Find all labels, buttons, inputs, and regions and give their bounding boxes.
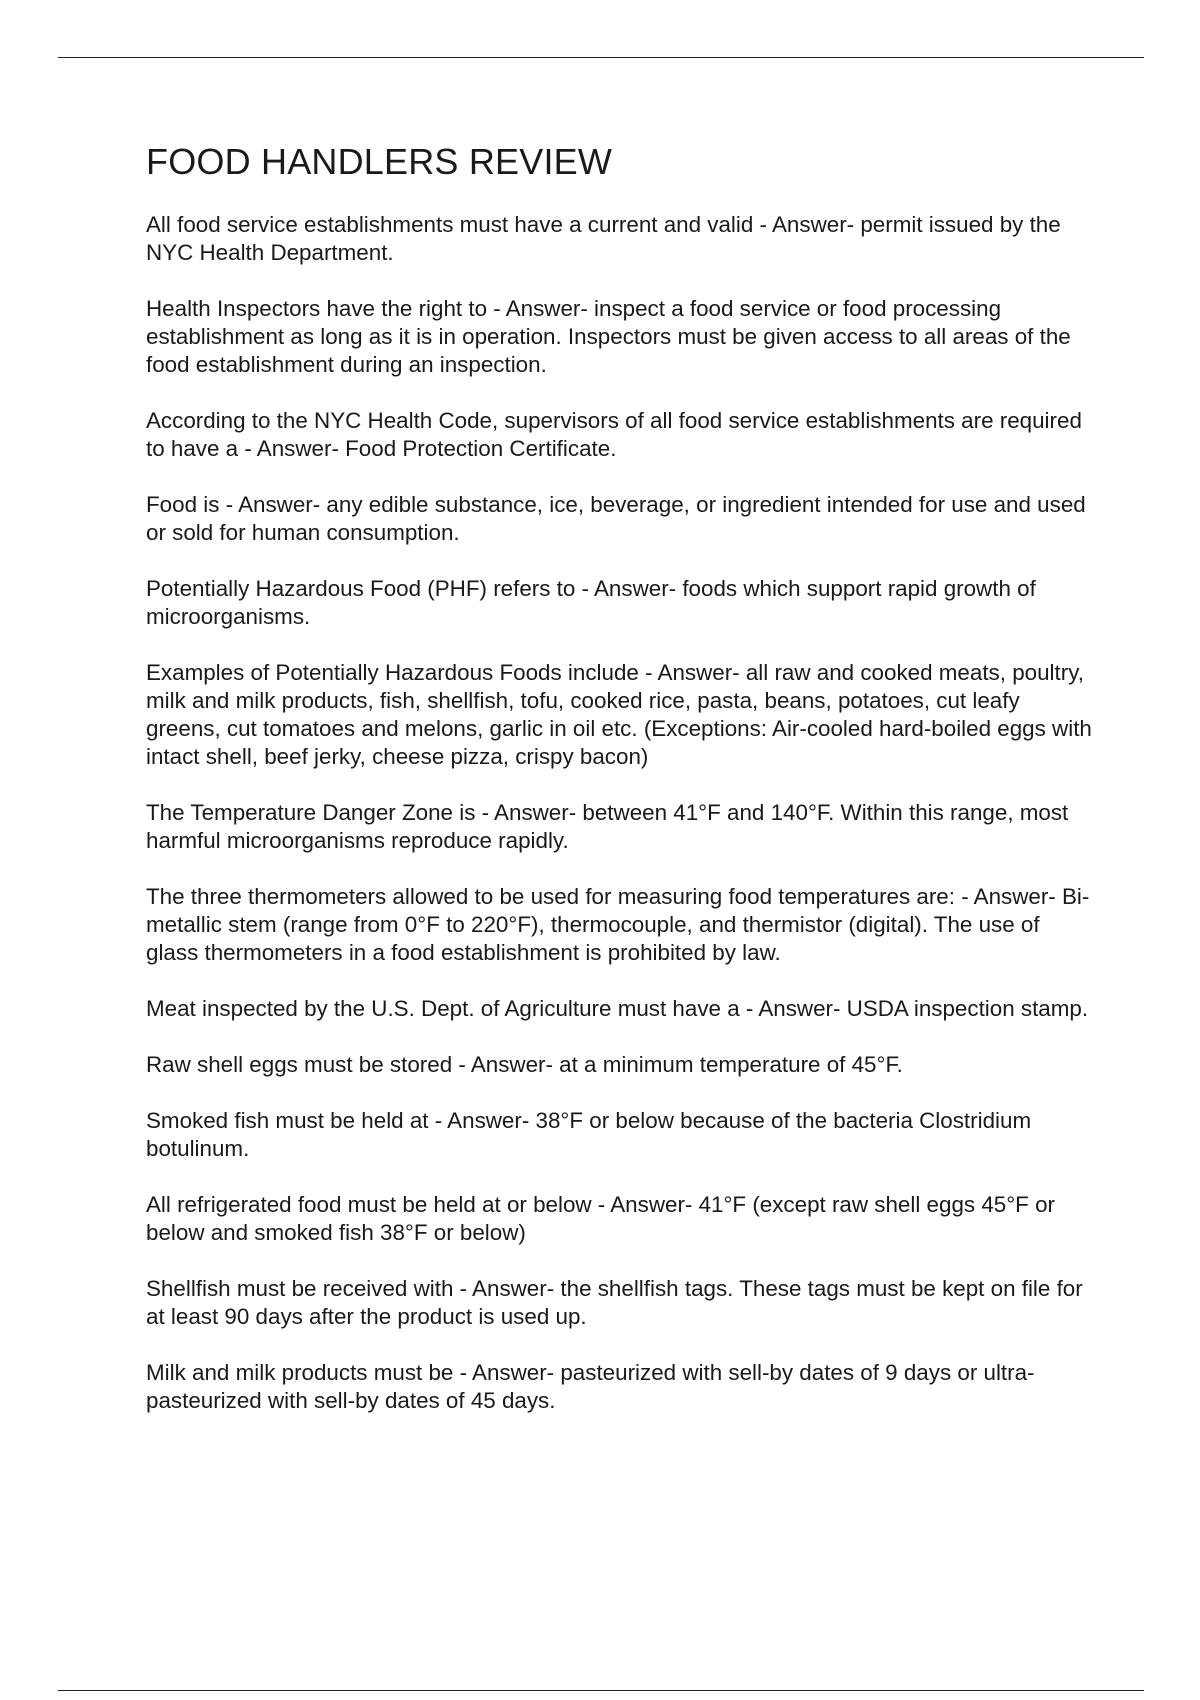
qa-item: Food is - Answer- any edible substance, ice, beverage, or ingredient intended for use and used or sold for human consumption.	[146, 492, 1086, 546]
qa-item: All food service establishments must have a current and valid - Answer- permit issued by the NYC Health Department.	[146, 212, 1061, 266]
qa-item: Smoked fish must be held at - Answer- 38°F or below because of the bacteria Clostridium botulinum.	[146, 1108, 1032, 1162]
footer-divider	[58, 1690, 1144, 1691]
qa-item: Potentially Hazardous Food (PHF) refers to - Answer- foods which support rapid growth of microorganisms.	[146, 576, 1036, 630]
qa-item: Raw shell eggs must be stored - Answer- at a minimum temperature of 45°F.	[146, 1052, 903, 1078]
document-body	[146, 140, 1096, 1443]
qa-item: According to the NYC Health Code, supervisors of all food service establishments are required to have a - Answer- Food Protection Certificate.	[146, 408, 1082, 462]
qa-item: Milk and milk products must be - Answer- pasteurized with sell-by dates of 9 days or ultra-pasteurized with sell-by dates of 45 days.	[146, 1360, 1035, 1414]
qa-item: All refrigerated food must be held at or below - Answer- 41°F (except raw shell eggs 45°F or below and smoked fish 38°F or below)	[146, 1192, 1055, 1246]
header-divider	[58, 57, 1144, 58]
qa-item: The Temperature Danger Zone is - Answer- between 41°F and 140°F. Within this range, most harmful microorganisms reproduce rapidly.	[146, 800, 1069, 854]
qa-item: Examples of Potentially Hazardous Foods include - Answer- all raw and cooked meats, poultry, milk and milk products, fish, shellfish, tofu, cooked rice, pasta, beans, potatoes, cut leafy greens, cut tomatoes and melons, garlic in oil etc. (Exceptions: Air-cooled hard-boiled eggs with intact shell, beef jerky, cheese pizza, crispy bacon)	[146, 660, 1092, 770]
qa-item: Health Inspectors have the right to - Answer- inspect a food service or food processing establishment as long as it is in operation. Inspectors must be given access to all areas of the food establishment during an inspection.	[146, 296, 1071, 378]
qa-item: Meat inspected by the U.S. Dept. of Agriculture must have a - Answer- USDA inspection stamp.	[146, 996, 1089, 1022]
page-title: FOOD HANDLERS REVIEW	[146, 141, 613, 182]
qa-item: The three thermometers allowed to be used for measuring food temperatures are: - Answer- Bi-metallic stem (range from 0°F to 220°F), thermocouple, and thermistor (digital). The use of glass thermometers in a food establishment is prohibited by law.	[146, 884, 1090, 966]
qa-item: Shellfish must be received with - Answer- the shellfish tags. These tags must be kept on file for at least 90 days after the product is used up.	[146, 1276, 1083, 1330]
